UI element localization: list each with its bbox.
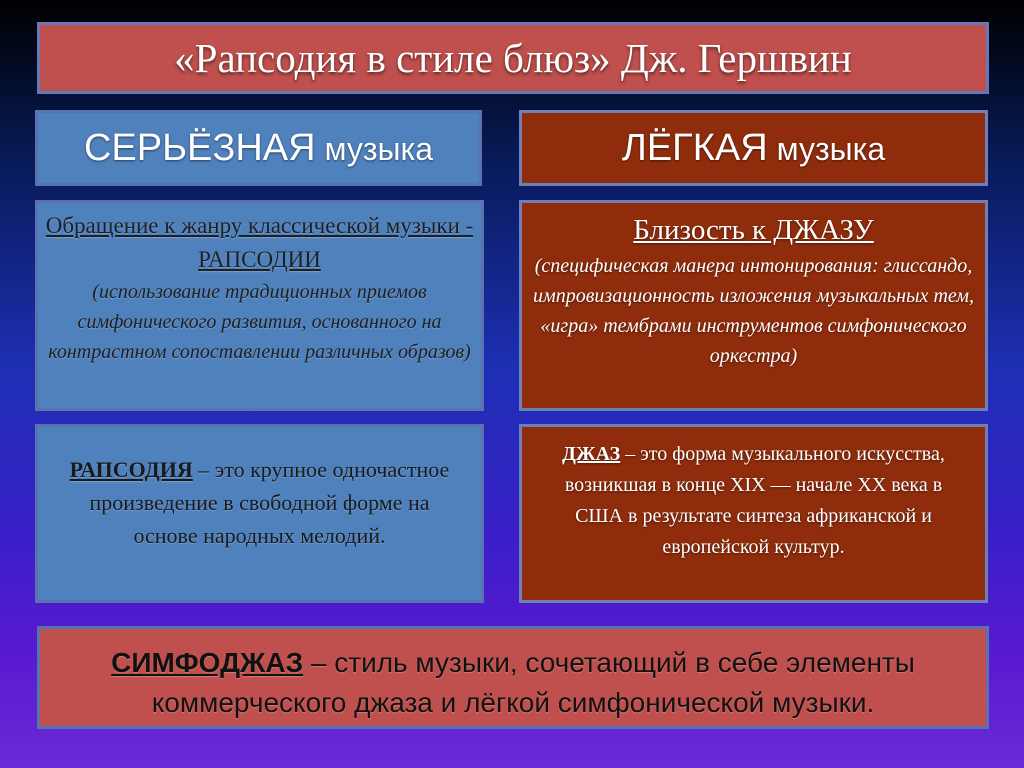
rhapsody-definition-panel	[35, 424, 484, 603]
symphojazz-definition-panel	[37, 626, 989, 729]
symphojazz-term: СИМФОДЖАЗ	[111, 647, 304, 678]
light-lead-text: Близость к ДЖАЗУ	[633, 214, 874, 246]
jazz-term: ДЖАЗ	[562, 443, 621, 465]
light-note-text: (специфическая манера интонирования: глиссандо, импровизационность изложения музыкальных тем, «игра» тембрами инструментов симфонического оркестра)	[532, 255, 975, 367]
jazz-definition-panel	[519, 424, 988, 603]
serious-music-header	[35, 110, 482, 186]
serious-note-text: (использование традиционных приемов симфонического развития, основанного на контрастном сопоставлении различных образов)	[48, 281, 471, 363]
light-music-header	[519, 110, 988, 186]
serious-header-caps: СЕРЬЁЗНАЯ	[83, 127, 316, 169]
light-header-caps: ЛЁГКАЯ	[621, 127, 768, 169]
jazz-definition: – это форма музыкального искусства, возникшая в конце XIX — начале XX века в США в результате синтеза африканской и европейской культур.	[564, 443, 945, 558]
serious-lead-text: Обращение к жанру классической музыки - РАПСОДИИ	[45, 213, 474, 272]
serious-description-panel	[35, 200, 484, 411]
slide-title: «Рапсодия в стиле блюз» Дж. Гершвин	[37, 22, 989, 94]
light-header-rest: музыка	[767, 131, 886, 167]
rhapsody-term: РАПСОДИЯ	[69, 457, 193, 482]
light-description-panel	[519, 200, 988, 411]
serious-header-rest: музыка	[315, 131, 434, 167]
rhapsody-definition: – это крупное одночастное произведение в свободной форме на основе народных мелодий.	[89, 457, 450, 548]
symphojazz-definition: – стиль музыки, сочетающий в себе элементы коммерческого джаза и лёгкой симфонической музыки.	[151, 647, 915, 718]
